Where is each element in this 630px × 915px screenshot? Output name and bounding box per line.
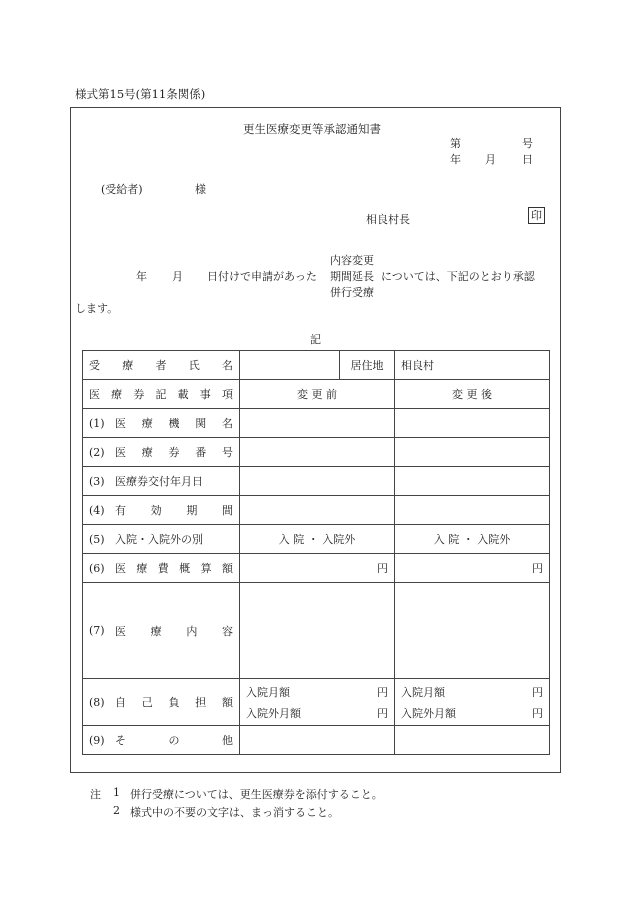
row-label: (5) 入院・入院外の別 xyxy=(83,525,240,554)
body-day-text: 日付けで申請があった xyxy=(207,270,317,283)
before-self-pay: 入院月額 円 入院外月額 円 xyxy=(240,679,395,726)
after-cell xyxy=(395,583,550,679)
before-header: 変 更 前 xyxy=(240,380,395,409)
row-label: (8) 自 己 負 担 額 xyxy=(83,679,240,726)
row-label: (9) そ の 他 xyxy=(83,726,240,755)
patient-name-value xyxy=(240,351,339,379)
issuer: 相良村長 xyxy=(366,213,410,226)
patient-name-label: 受 療 者 氏 名 xyxy=(83,351,240,380)
table-row xyxy=(83,380,550,409)
document-title: 更生医療変更等承認通知書 xyxy=(243,122,381,136)
table-row xyxy=(83,409,550,438)
row-label: (1) 医 療 機 関 名 xyxy=(83,409,240,438)
table-row xyxy=(83,496,550,525)
before-cell xyxy=(240,726,395,755)
form-number: 様式第15号(第11条関係) xyxy=(75,87,206,101)
recipient-honorific: 様 xyxy=(195,183,206,196)
after-inpatient-type: 入 院 ・ 入院外 xyxy=(395,525,550,554)
ki-mark: 記 xyxy=(310,333,321,346)
after-header: 変 更 後 xyxy=(395,380,550,409)
table-row xyxy=(83,525,550,554)
after-cell xyxy=(395,726,550,755)
table-row xyxy=(83,679,550,726)
table-row xyxy=(83,438,550,467)
body-continuation: します。 xyxy=(75,302,119,315)
before-cell xyxy=(240,438,395,467)
doc-date-day: 日 xyxy=(522,153,533,166)
residence-value: 相良村 xyxy=(395,351,550,380)
row-label: (6) 医 療 費 概 算 額 xyxy=(83,554,240,583)
before-cell xyxy=(240,583,395,679)
note-1-number: 1 xyxy=(113,786,120,799)
after-cell xyxy=(395,496,550,525)
after-cell xyxy=(395,438,550,467)
after-self-pay: 入院月額 円 入院外月額 円 xyxy=(395,679,550,726)
doc-number-suffix: 号 xyxy=(522,137,533,150)
table-row xyxy=(83,583,550,679)
option-period-extension: 期間延長 xyxy=(330,270,374,283)
table-row xyxy=(83,726,550,755)
before-inpatient-type: 入 院 ・ 入院外 xyxy=(240,525,395,554)
table-row xyxy=(83,467,550,496)
after-estimate-yen: 円 xyxy=(395,554,550,583)
before-cell xyxy=(240,467,395,496)
body-month: 月 xyxy=(172,270,183,283)
table-row xyxy=(83,351,550,380)
seal-stamp: 印 xyxy=(528,207,545,224)
doc-date-month: 月 xyxy=(485,153,496,166)
doc-number-prefix: 第 xyxy=(450,137,461,150)
row-label: (3) 医療券交付年月日 xyxy=(83,467,240,496)
row-label: (7) 医 療 内 容 xyxy=(83,583,240,679)
note-2-number: 2 xyxy=(113,804,120,817)
row-label: (2) 医 療 券 番 号 xyxy=(83,438,240,467)
notes-prefix: 注 xyxy=(90,788,101,801)
body-after-options: については、下記のとおり承認 xyxy=(381,270,535,283)
residence-label: 居住地 xyxy=(339,351,394,379)
before-cell xyxy=(240,409,395,438)
patient-name-cell xyxy=(240,351,395,380)
table-row xyxy=(83,554,550,583)
doc-date-year: 年 xyxy=(450,153,461,166)
after-cell xyxy=(395,409,550,438)
note-1-text: 併行受療については、更生医療券を添付すること。 xyxy=(130,788,383,801)
body-year: 年 xyxy=(136,270,147,283)
before-cell xyxy=(240,496,395,525)
after-cell xyxy=(395,467,550,496)
row-label: (4) 有 効 期 間 xyxy=(83,496,240,525)
change-details-table xyxy=(82,350,550,755)
items-header: 医 療 券 記 載 事 項 xyxy=(83,380,240,409)
option-content-change: 内容変更 xyxy=(330,254,374,267)
note-2-text: 様式中の不要の文字は、まっ消すること。 xyxy=(130,806,339,819)
recipient-label: (受給者) xyxy=(101,183,143,196)
option-parallel-treatment: 併行受療 xyxy=(330,286,374,299)
before-estimate-yen: 円 xyxy=(240,554,395,583)
